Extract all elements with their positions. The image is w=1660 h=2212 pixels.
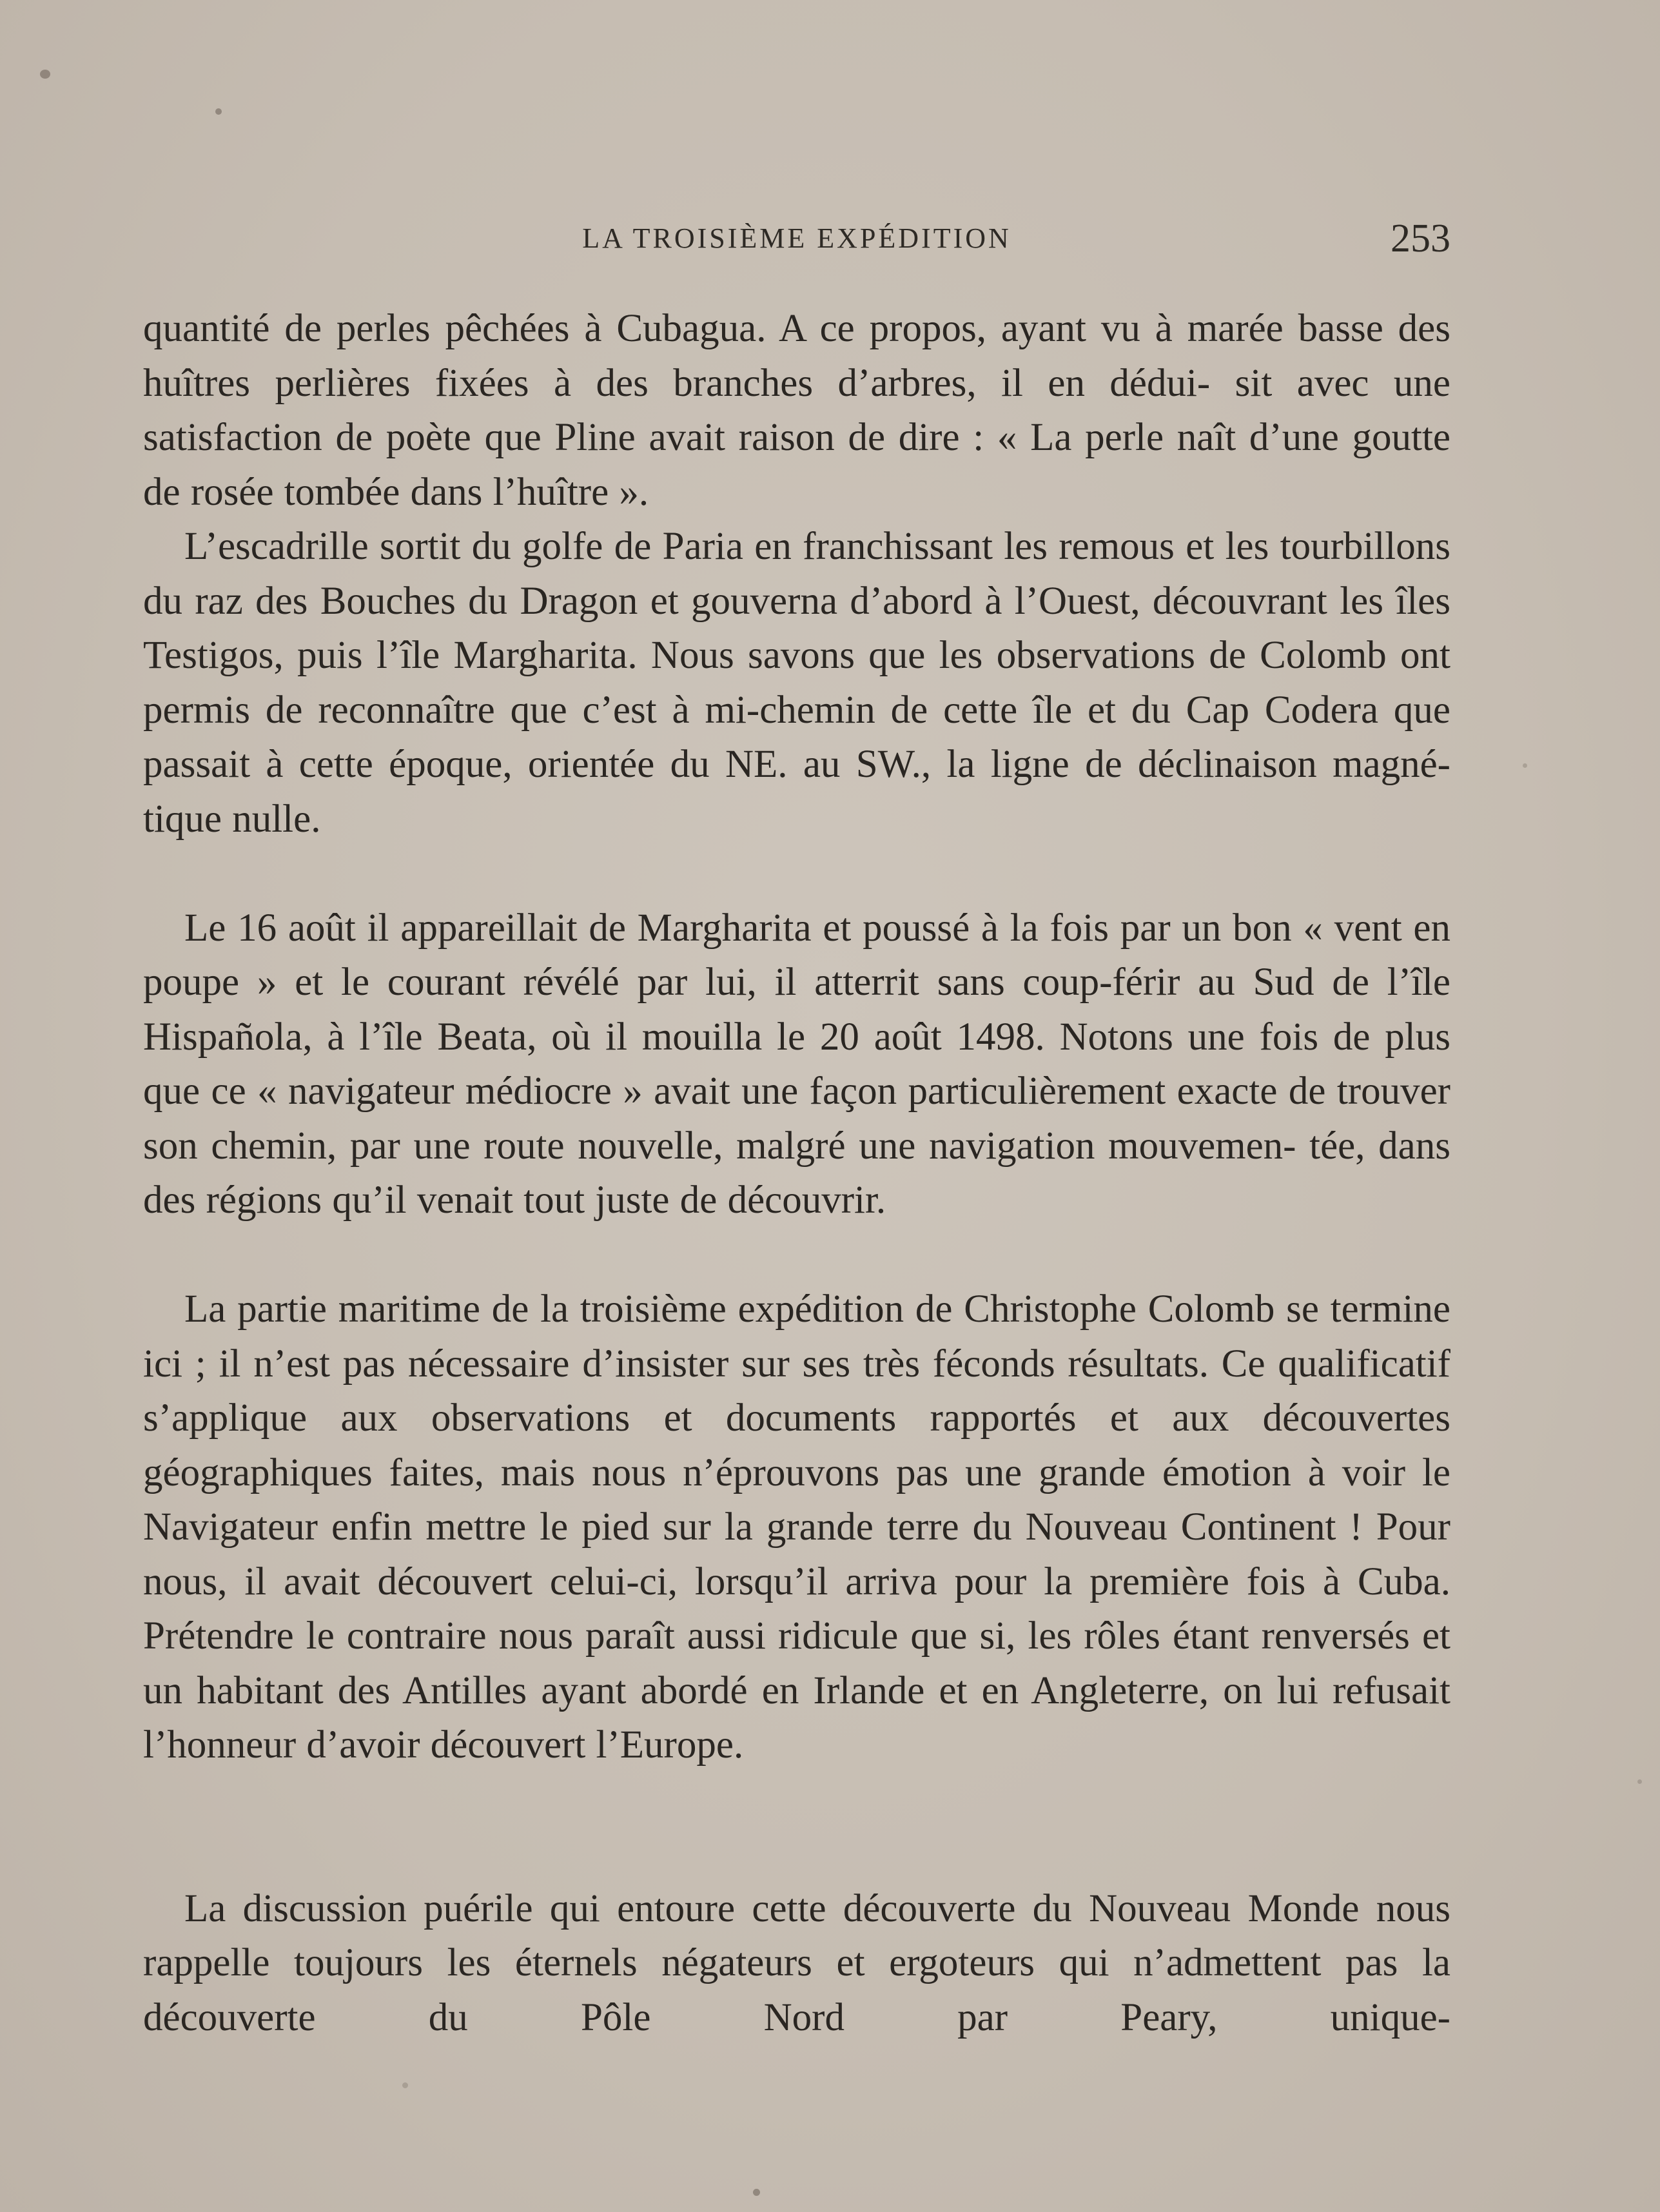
page-number: 253 [1391,217,1450,260]
paper-speck [40,70,50,79]
paragraph: Le 16 août il appareillait de Margharita et poussé à la fois par un bon « vent en poupe » et le courant révélé par lui, il atterrit sans coup-férir au Sud de l’île Hispañola, à l’île Beata, où il mouilla le 20 août 1498. Notons une fois de plus que ce « navigateur médiocre » avait une façon particulièrement exacte de trouver son chemin, par une route nouvelle, malgré une navigation mouvemen- tée, dans des régions qu’il venait tout juste de découvrir. [143,906,1450,1222]
paragraph: La discussion puérile qui entoure cette découverte du Nouveau Monde nous rappelle toujours les éternels négateurs et ergoteurs qui n’admettent pas la découverte du Pôle Nord par Peary, unique- [143,1886,1450,2039]
body-text [143,302,1450,2045]
paragraph: La partie maritime de la troisième expédition de Christophe Colomb se termine ici ; il n’est pas nécessaire d’insister sur ses très féconds résultats. Ce qualificatif s’applique aux observations et documents rapportés et aux découvertes géographiques faites, mais nous n’éprouvons pas une grande émotion à voir le Navigateur enfin mettre le pied sur la grande terre du Nouveau Continent ! Pour nous, il avait découvert celui-ci, lorsqu’il arriva pour la première fois à Cuba. Prétendre le contraire nous paraît aussi ridicule que si, les rôles étant renversés et un habitant des Antilles ayant abordé en Irlande et en Angleterre, on lui refusait l’honneur d’avoir découvert l’Europe. [143,1287,1450,1767]
paper-speck [402,2082,408,2088]
paragraph: L’escadrille sortit du golfe de Paria en franchissant les remous et les tourbillons du raz des Bouches du Dragon et gouverna d’abord à l’Ouest, découvrant les îles Testigos, puis l’île Margharita. Nous savons que les observations de Colomb ont permis de reconnaître que c’est à mi-chemin de cette île et du Cap Codera que passait à cette époque, orientée du NE. au SW., la ligne de déclinaison magné- tique nulle. [143,525,1450,841]
paper-speck [1523,763,1527,768]
paragraph: quantité de perles pêchées à Cubagua. A ce propos, ayant vu à marée basse des huîtres perlières fixées à des branches d’arbres, il en dédui- sit avec une satisfaction de poète que Pline avait raison de dire : « La perle naît d’une goutte de rosée tombée dans l’huître ». [143,307,1450,514]
paper-speck [215,108,222,115]
paper-speck [753,2189,760,2196]
paper-speck [1637,1779,1642,1784]
running-header [143,213,1450,264]
running-title: LA TROISIÈME EXPÉDITION [582,222,1011,254]
